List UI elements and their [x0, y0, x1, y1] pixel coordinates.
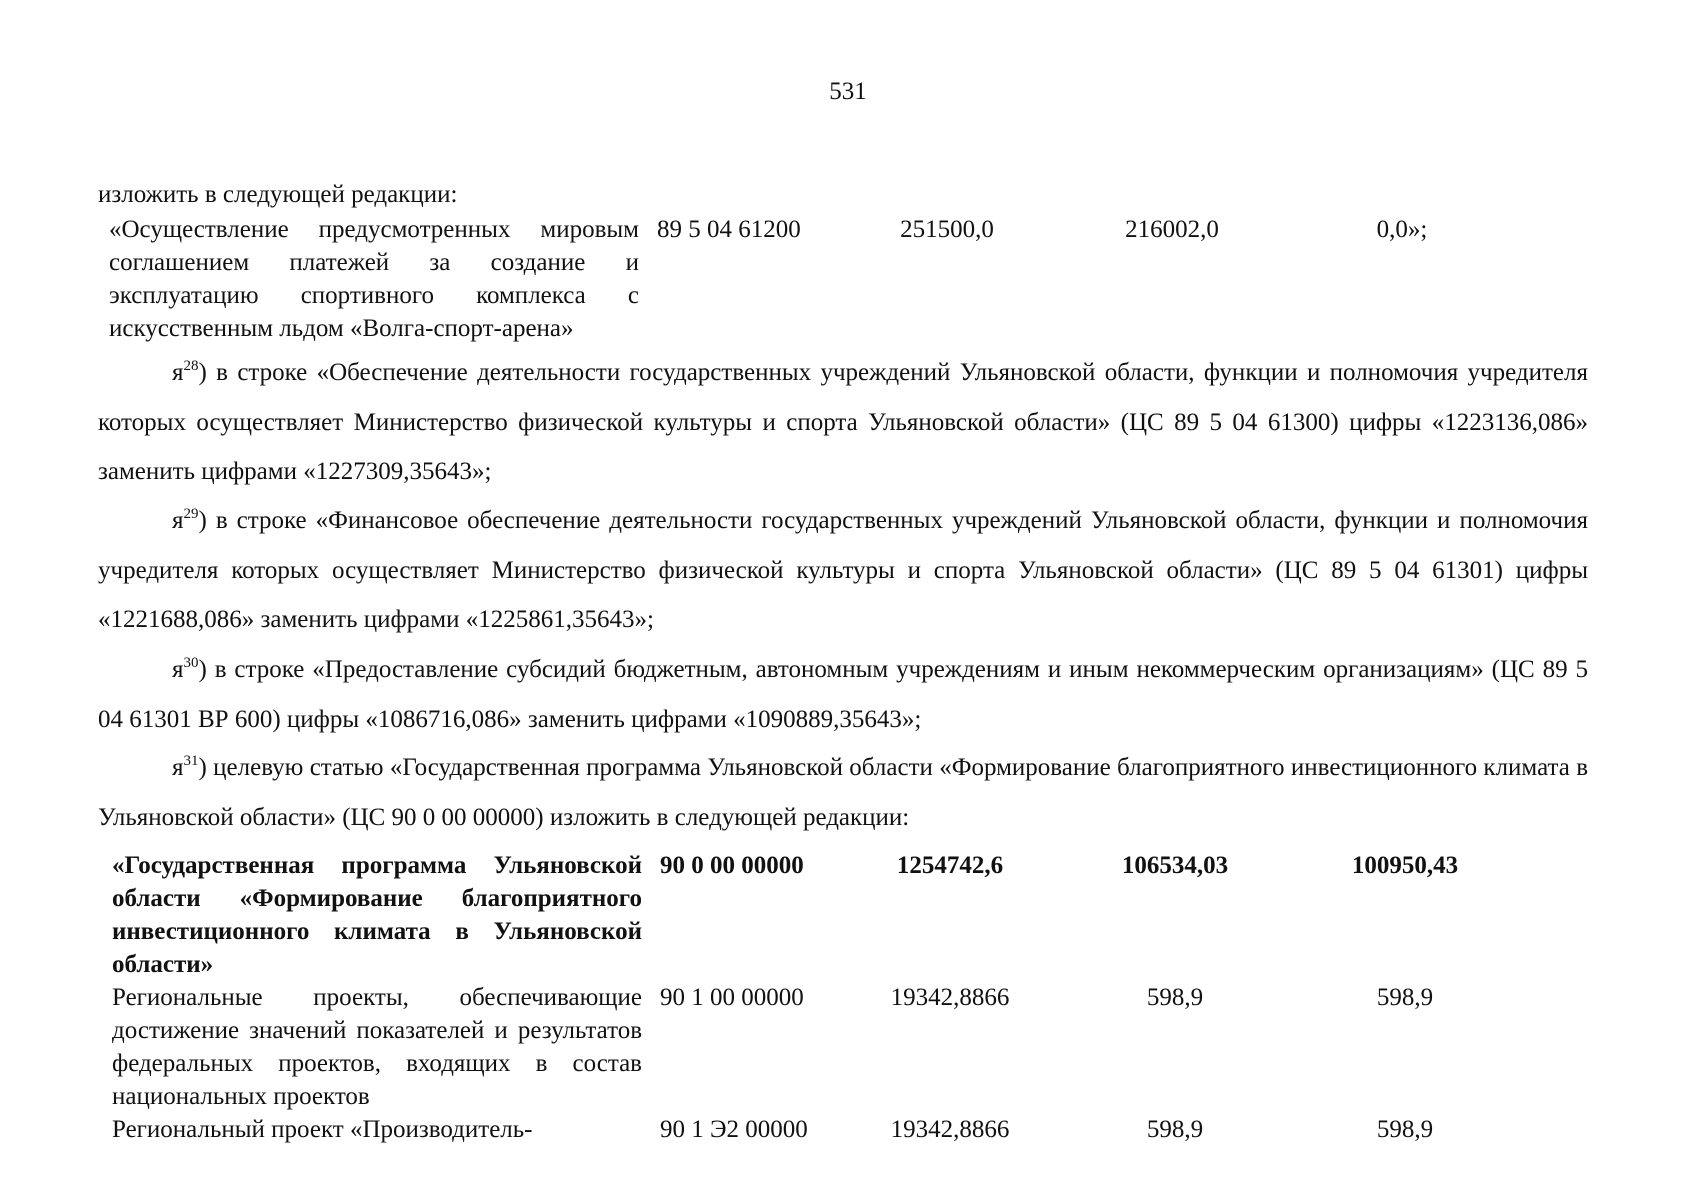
row-value-1: 19342,8866: [890, 984, 1010, 1011]
row-value-3: 598,9: [1376, 1116, 1434, 1143]
row-value-1: 1254742,6: [896, 852, 1004, 879]
paragraph-text: ) целевую статью «Государственная программа Ульяновской области «Формирование благоприятного инвестиционного климата в Ульяновской области» (ЦС 90 0 00 00000) изложить в следующей редакции:: [98, 754, 1588, 831]
row-value-2: 598,9: [1146, 1116, 1204, 1143]
item-marker: я: [172, 507, 184, 534]
amendment-paragraph: [98, 496, 1588, 645]
paragraph-text: ) в строке «Предоставление субсидий бюджетным, автономным учреждениям и иным некоммерческим организациям» (ЦС 89 5 04 61301 ВР 600) цифры «1086716,086» заменить цифрами «1090889,35643»;: [98, 656, 1588, 733]
row-value-3: 0,0»;: [1376, 216, 1428, 243]
item-marker: я: [172, 359, 184, 386]
row-value-3: 598,9: [1376, 984, 1434, 1011]
paragraph-text: ) в строке «Обеспечение деятельности государственных учреждений Ульяновской области, функции и полномочия учредителя которых осуществляет Министерство физической культуры и спорта Ульяновской области» (ЦС 89 5 04 61300) цифры «1223136,086» заменить цифрами «1227309,35643»;: [98, 359, 1588, 485]
row-value-2: 216002,0: [1125, 216, 1219, 243]
row-value-3: 100950,43: [1351, 852, 1459, 879]
row-value-1: 19342,8866: [890, 1116, 1010, 1143]
page-number: 531: [829, 78, 867, 105]
row-code: 90 1 Э2 00000: [660, 1116, 808, 1143]
row-description: «Осуществление предусмотренных мировым соглашением платежей за создание и эксплуатацию спортивного комплекса с искусственным льдом «Волга-спорт-арена»: [109, 216, 639, 342]
row-description: Региональный проект «Производитель-: [112, 1116, 533, 1143]
row-code: 90 1 00 00000: [660, 984, 804, 1011]
item-number: 28: [183, 358, 199, 374]
amendment-paragraph: [98, 743, 1588, 842]
item-number: 30: [183, 655, 199, 671]
budget-table-1: [109, 213, 1517, 345]
item-marker: я: [172, 656, 184, 683]
table-row: [112, 981, 1520, 1113]
table-row: [109, 213, 1517, 345]
row-value-1: 251500,0: [900, 216, 994, 243]
table-row: [112, 849, 1520, 981]
amendment-paragraph: [98, 348, 1588, 497]
row-code: 89 5 04 61200: [657, 216, 801, 243]
amendment-paragraph: [98, 645, 1588, 744]
table-row: [112, 1113, 1520, 1146]
budget-table-2: [112, 849, 1520, 1146]
item-marker: я: [172, 754, 184, 781]
row-description: Региональные проекты, обеспечивающие достижение значений показателей и результатов федеральных проектов, входящих в состав национальных проектов: [112, 984, 642, 1110]
paragraph-text: ) в строке «Финансовое обеспечение деятельности государственных учреждений Ульяновской области, функции и полномочия учредителя которых осуществляет Министерство физической культуры и спорта Ульяновской области» (ЦС 89 5 04 61301) цифры «1221688,086» заменить цифрами «1225861,35643»;: [98, 507, 1588, 633]
item-number: 31: [183, 753, 199, 769]
item-number: 29: [183, 506, 199, 522]
intro-text: изложить в следующей редакции:: [98, 181, 458, 208]
row-value-2: 106534,03: [1121, 852, 1229, 879]
row-value-2: 598,9: [1146, 984, 1204, 1011]
row-code: 90 0 00 00000: [660, 852, 804, 879]
row-description: «Государственная программа Ульяновской области «Формирование благоприятного инвестиционного климата в Ульяновской области»: [112, 852, 642, 978]
